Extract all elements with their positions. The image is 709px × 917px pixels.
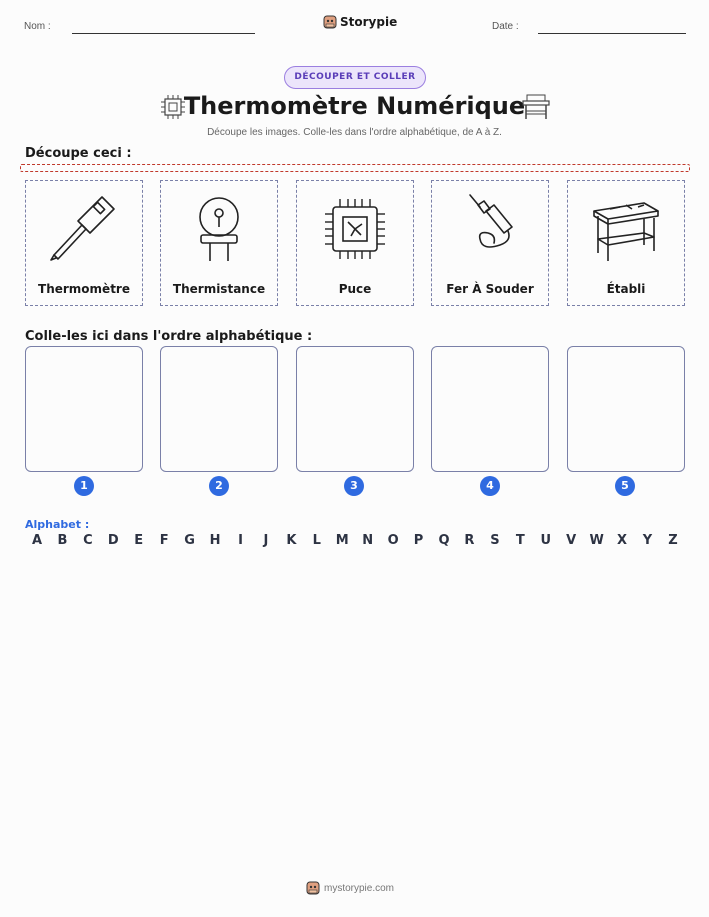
thermometer-icon [44,189,124,269]
alphabet-row [25,533,685,548]
card-workbench[interactable] [567,180,685,306]
alphabet-label: Alphabet : [25,518,90,531]
alphabet-letter: U [540,533,552,548]
alphabet-letter: Z [668,533,678,548]
page-title: Thermomètre Numérique [183,92,526,120]
alphabet-letter: Y [642,533,653,548]
alphabet-letter: P [413,533,424,548]
date-label: Date : [492,21,519,32]
name-line[interactable] [72,33,255,34]
alphabet-letter: S [490,533,500,548]
alphabet-letter: K [286,533,297,548]
chip-icon [315,189,395,269]
activity-badge: DÉCOUPER ET COLLER [284,66,426,89]
worksheet-header [0,12,709,42]
card-label: Fer À Souder [446,282,534,296]
thermistor-icon [179,189,259,269]
alphabet-letter: D [107,533,119,548]
card-thermistor[interactable] [160,180,278,306]
alphabet-letter: J [263,533,269,548]
alphabet-letter: I [238,533,243,548]
alphabet-letter: O [387,533,399,548]
card-label: Établi [606,282,646,296]
cut-section-label: Découpe ceci : [25,146,132,161]
alphabet-letter: Q [438,533,450,548]
alphabet-letter: X [617,533,628,548]
workbench-icon [586,189,666,269]
alphabet-letter: B [57,533,68,548]
alphabet-letter: E [134,533,144,548]
name-label: Nom : [24,21,51,32]
card-chip[interactable] [296,180,414,306]
alphabet-letter: C [83,533,93,548]
paste-box-4[interactable] [431,346,549,472]
paste-box-1[interactable] [25,346,143,472]
paste-section-label: Colle-les ici dans l'ordre alphabétique : [25,329,313,344]
slot-number: 4 [480,476,500,496]
slot-number: 2 [209,476,229,496]
alphabet-letter: A [31,533,43,548]
alphabet-letter: W [589,533,604,548]
storypie-mascot-icon [306,880,320,896]
slot-number: 1 [74,476,94,496]
cut-line [20,164,690,172]
alphabet-letter: F [159,533,169,548]
card-label: Thermomètre [38,282,130,296]
paste-box-3[interactable] [296,346,414,472]
card-soldering-iron[interactable] [431,180,549,306]
alphabet-letter: H [209,533,221,548]
instructions: Découpe les images. Colle-les dans l'ordre alphabétique, de A à Z. [207,127,502,138]
workbench-small-icon [520,92,552,122]
storypie-mascot-icon [323,14,337,30]
storypie-logo [323,14,397,30]
brand-name: Storypie [340,15,398,29]
card-label: Puce [338,282,372,296]
soldering-iron-icon [450,189,530,269]
alphabet-letter: M [335,533,349,548]
alphabet-letter: G [184,533,195,548]
alphabet-letter: L [312,533,321,548]
slot-number: 3 [344,476,364,496]
card-label: Thermistance [172,282,266,296]
alphabet-letter: R [464,533,475,548]
date-line[interactable] [538,33,686,34]
alphabet-letter: T [515,533,525,548]
slot-number: 5 [615,476,635,496]
footer [306,880,394,896]
alphabet-letter: V [566,533,577,548]
footer-url[interactable]: mystorypie.com [324,882,395,894]
alphabet-letter: N [362,533,374,548]
paste-box-5[interactable] [567,346,685,472]
card-thermometer[interactable] [25,180,143,306]
paste-box-2[interactable] [160,346,278,472]
